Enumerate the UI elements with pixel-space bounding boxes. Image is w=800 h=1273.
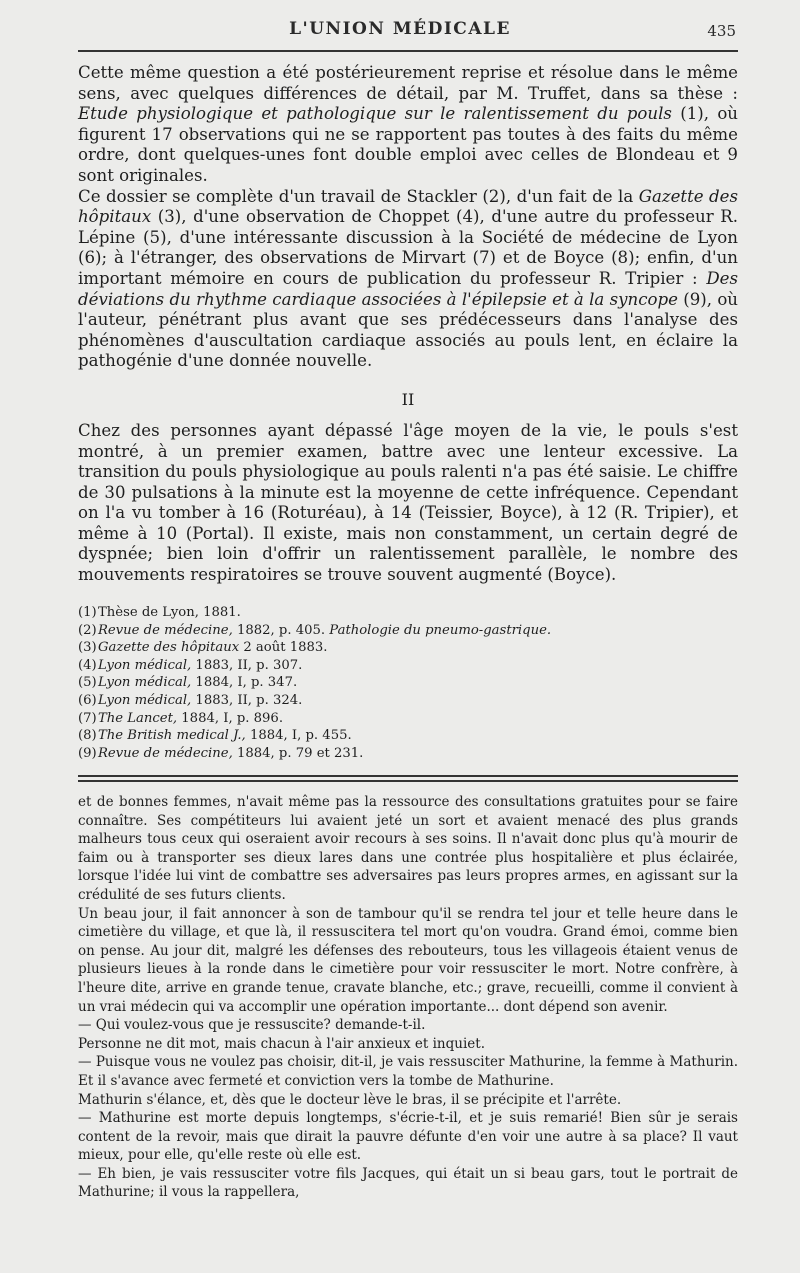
feuilleton-rule-bottom (78, 780, 738, 782)
feuilleton-rule-top (78, 775, 738, 777)
footnote: (1)Thèse de Lyon, 1881. (78, 605, 241, 620)
paragraph-1-tail: (1), où figurent 17 observations qui ne se rapportent pas toutes à des faits du même ordre, dont quelques-unes font double emploi avec celles de Blondeau et 9 sont originales. (78, 104, 738, 185)
page-number: 435 (707, 22, 736, 40)
main-text (78, 63, 738, 586)
running-header-title: L'UNION MÉDICALE (289, 19, 511, 39)
feuilleton-paragraph: et de bonnes femmes, n'avait même pas la ressource des consultations gratuites pour se faire connaître. Ses compétiteurs lui avaient jeté un sort et avaient menacé des plus grands malheurs tous ceux qui oseraient avoir recours à ses soins. Il n'avait donc plus qu'à mourir de faim ou à transporter ses dieux lares dans une contrée plus hospitalière et plus éclairée, lorsque l'idée lui vint de combattre ses adversaires pas leurs propres armes, en agissant sur la crédulité de ses futurs clients. (78, 794, 738, 903)
footnote: (7)The Lancet, 1884, I, p. 896. (78, 710, 284, 726)
footnote: (5)Lyon médical, 1884, I, p. 347. (78, 675, 298, 691)
feuilleton-paragraph: — Qui voulez-vous que je ressuscite? demande-t-il. (78, 1017, 426, 1034)
footnote: (9)Revue de médecine, 1884, p. 79 et 231. (78, 745, 364, 761)
feuilleton-paragraph: Un beau jour, il fait annoncer à son de tambour qu'il se rendra tel jour et telle heure dans le cimetière du village, et que là, il ressuscitera tel mort qu'on voudra. Grand émoi, comme bien on pense. Au jour dit, malgré les défenses des rebouteurs, tous les villageois étaient venus de plusieurs lieues à la ronde dans le cimetière pour voir ressusciter le mort. Notre confrère, à l'heure dite, arrive en grande tenue, cravate blanche, etc.; grave, recueilli, comme il convient à un vrai médecin qui va accomplir une opération importante... dont dépend son avenir. (78, 905, 738, 1015)
paragraph-2-text-b: (3), d'une observation de Choppet (4), d'une autre du professeur R. Lépine (5), d'une intéressante discussion à la Société de médecine de Lyon (6); à l'étranger, des observations de Mirvart (7) et de Boyce (8); enfin, d'un important mémoire en cours de publication du professeur R. Tripier : (78, 207, 738, 288)
footnote: (6)Lyon médical, 1883, II, p. 324. (78, 692, 303, 708)
gazette-title: Gazette des hôpitaux (78, 186, 738, 227)
feuilleton-paragraph: Personne ne dit mot, mais chacun à l'air anxieux et inquiet. (78, 1035, 485, 1052)
feuilleton-paragraph: Mathurin s'élance, et, dès que le docteur lève le bras, il se précipite et l'arrête. (78, 1091, 622, 1108)
memoir-title: Des déviations du rhythme cardiaque associées à l'épilepsie et à la syncope (78, 268, 738, 309)
paragraph-3: Chez des personnes ayant dépassé l'âge moyen de la vie, le pouls s'est montré, à un premier examen, battre avec une lenteur excessive. La transition du pouls physiologique au pouls ralenti n'a pas été saisie. Le chiffre de 30 pulsations à la minute est la moyenne de cette infréquence. Cependant on l'a vu tomber à 16 (Roturéau), à 14 (Teissier, Boyce), à 12 (R. Tripier), et même à 10 (Portal). Il existe, mais non constamment, un certain degré de dyspnée; bien loin d'offrir un ralentissement parallèle, le nombre des mouvements respiratoires se trouve souvent augmenté (Boyce). (78, 420, 738, 585)
section-heading: II (401, 389, 415, 409)
footnote: (8)The British medical J., 1884, I, p. 455. (78, 728, 352, 744)
paragraph-2-text-c: (9), où l'auteur, pénétrant plus avant que ses prédécesseurs dans l'analyse des phénomènes d'auscultation cardiaque associés au pouls lent, en éclaire la pathogénie d'une donnée nouvelle. (78, 289, 738, 371)
header-rule (78, 50, 738, 52)
paragraph-2-text-a: Ce dossier se complète d'un travail de Stackler (2), d'un fait de la (78, 186, 639, 206)
footnote: (4)Lyon médical, 1883, II, p. 307. (78, 657, 303, 673)
footnote: (3)Gazette des hôpitaux 2 août 1883. (78, 640, 328, 656)
feuilleton-paragraph: — Eh bien, je vais ressusciter votre fils Jacques, qui était un si beau gars, tout le portrait de Mathurine; il vous la rappellera, (78, 1165, 738, 1201)
feuilleton-paragraph: — Puisque vous ne voulez pas choisir, dit-il, je vais ressusciter Mathurine, la femme à Mathurin. Et il s'avance avec fermeté et conviction vers la tombe de Mathurine. (78, 1054, 738, 1089)
feuilleton-text (78, 793, 738, 1202)
paragraph-2 (78, 187, 738, 372)
footnote: (2)Revue de médecine, 1882, p. 405. Pathologie du pneumo-gastrique. (78, 622, 552, 638)
footnotes (78, 604, 738, 762)
paragraph-1-text: Cette même question a été postérieurement reprise et résolue dans le même sens, avec quelques différences de détail, par M. Truffet, dans sa thèse : (78, 63, 738, 103)
thesis-title: Etude physiologique et pathologique sur le ralentissement du pouls (78, 104, 672, 124)
paragraph-1 (78, 63, 738, 187)
feuilleton-paragraph: — Mathurine est morte depuis longtemps, s'écrie-t-il, et je suis remarié! Bien sûr je serais content de la revoir, mais que dirait la pauvre défunte d'en voir une autre à sa place? Il vaut mieux, pour elle, qu'elle reste où elle est. (78, 1110, 738, 1164)
